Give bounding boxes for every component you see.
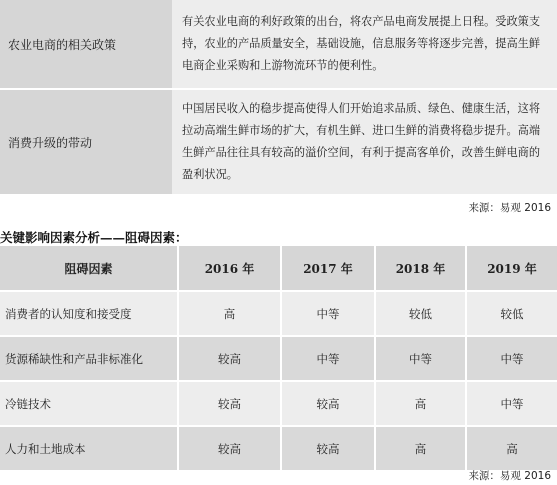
factor-cell: 冷链技术 (0, 381, 178, 426)
table-row (0, 291, 557, 336)
value-cell-2018: 中等 (375, 336, 466, 381)
value-cell-2017: 较高 (281, 381, 375, 426)
value-cell-2017: 较高 (281, 426, 375, 471)
column-header-2016: 2016 年 (178, 246, 281, 291)
source-note: 来源：易观 2016 (468, 470, 551, 482)
value-cell-2016: 较高 (178, 426, 281, 471)
table-header-row (0, 246, 557, 291)
value-cell-2016: 较高 (178, 381, 281, 426)
value-cell-2018: 高 (375, 381, 466, 426)
policy-row (0, 0, 557, 89)
table-row (0, 381, 557, 426)
policy-row (0, 89, 557, 195)
value-cell-2019: 高 (466, 426, 557, 471)
factor-cell: 人力和土地成本 (0, 426, 178, 471)
table-row (0, 336, 557, 381)
value-cell-2019: 中等 (466, 336, 557, 381)
column-header-factor: 阻碍因素 (0, 246, 178, 291)
value-cell-2016: 高 (178, 291, 281, 336)
source-note: 来源：易观 2016 (468, 202, 551, 214)
barrier-table (0, 246, 557, 472)
factor-cell: 消费者的认知度和接受度 (0, 291, 178, 336)
value-cell-2018: 高 (375, 426, 466, 471)
policy-label: 消费升级的带动 (0, 89, 172, 195)
policy-description: 中国居民收入的稳步提高使得人们开始追求品质、绿色、健康生活，这将拉动高端生鲜市场的扩大，有机生鲜、进口生鲜的消费将稳步提升。高端生鲜产品往往具有较高的溢价空间，有利于提高客单价，改善生鲜电商的盈利状况。 (172, 89, 557, 195)
policy-label: 农业电商的相关政策 (0, 0, 172, 89)
column-header-2018: 2018 年 (375, 246, 466, 291)
value-cell-2016: 较高 (178, 336, 281, 381)
value-cell-2017: 中等 (281, 291, 375, 336)
column-header-2017: 2017 年 (281, 246, 375, 291)
value-cell-2019: 中等 (466, 381, 557, 426)
value-cell-2019: 较低 (466, 291, 557, 336)
table-row (0, 426, 557, 471)
policy-table (0, 0, 557, 196)
policy-description: 有关农业电商的利好政策的出台，将农产品电商发展提上日程。受政策支持，农业的产品质量安全，基础设施，信息服务等将逐步完善，提高生鲜电商企业采购和上游物流环节的便利性。 (172, 0, 557, 89)
factor-cell: 货源稀缺性和产品非标准化 (0, 336, 178, 381)
column-header-2019: 2019 年 (466, 246, 557, 291)
value-cell-2017: 中等 (281, 336, 375, 381)
value-cell-2018: 较低 (375, 291, 466, 336)
section-title: 关键影响因素分析——阻碍因素： (0, 230, 188, 245)
